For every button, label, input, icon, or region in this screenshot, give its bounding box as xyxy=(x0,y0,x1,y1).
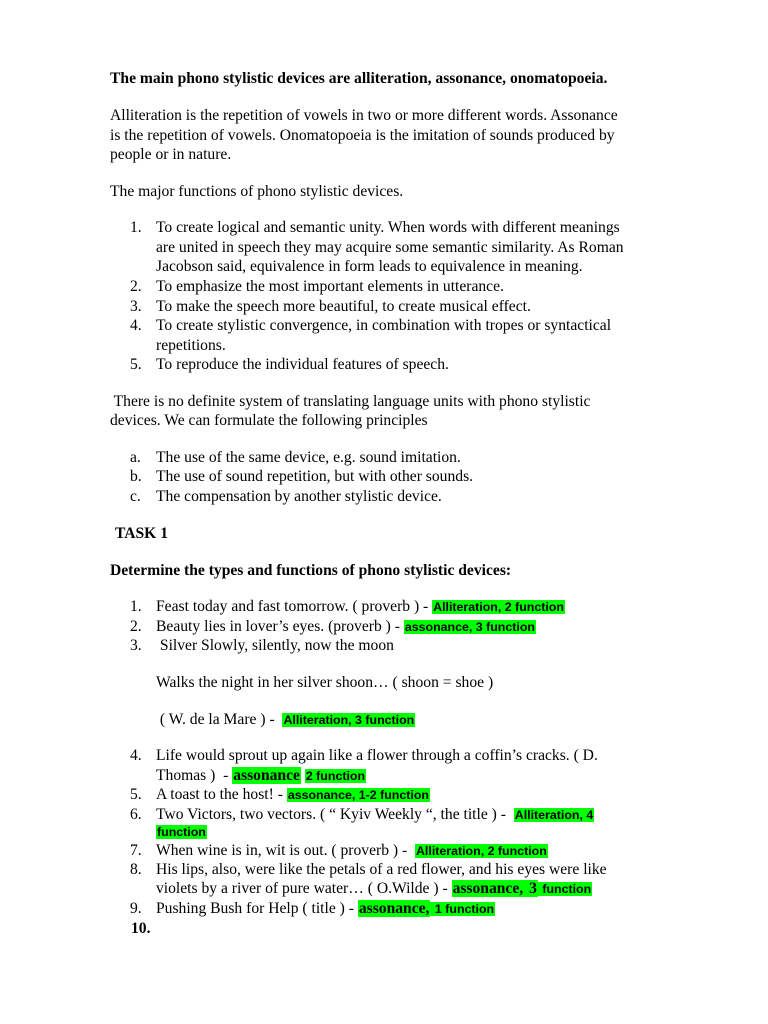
function-num-3: 3. xyxy=(130,298,142,315)
task-8-answer-num: 3 xyxy=(525,880,537,897)
task-9-answer-type: assonance, xyxy=(358,900,430,917)
task-7 xyxy=(156,841,548,861)
task-8-answer-function: function xyxy=(538,882,592,896)
task-5-num: 5. xyxy=(130,786,142,803)
page-heading: The main phono stylistic devices are alliteration, assonance, onomatopoeia. xyxy=(110,70,608,87)
principle-c-text: The compensation by another stylistic device. xyxy=(156,488,442,505)
task-4-answer-type: assonance xyxy=(233,767,300,784)
task-9-num: 9. xyxy=(130,900,142,917)
task-1-answer: Alliteration, 2 function xyxy=(433,600,564,614)
principle-c-label: c. xyxy=(130,488,141,505)
task-2 xyxy=(156,617,536,637)
task-9-answer-function: 1 function xyxy=(431,902,495,916)
task-3-line-3 xyxy=(156,710,415,730)
function-4-line-1: To create stylistic convergence, in combination with tropes or syntactical xyxy=(156,317,612,334)
principles-intro-2: devices. We can formulate the following principles xyxy=(110,412,428,429)
task-7-text: When wine is in, wit is out. ( proverb ) - xyxy=(156,842,415,859)
principle-a-text: The use of the same device, e.g. sound imitation. xyxy=(156,449,461,466)
task-title: TASK 1 xyxy=(115,525,169,542)
function-1-line-3: Jacobson said, equivalence in form leads to equivalence in meaning. xyxy=(156,258,583,275)
function-1-line-2: are united in speech they may acquire some semantic similarity. As Roman xyxy=(156,239,624,256)
task-7-num: 7. xyxy=(130,842,142,859)
task-3-line-2: Walks the night in her silver shoon… ( shoon = shoe ) xyxy=(156,674,494,691)
intro-line-3: people or in nature. xyxy=(110,146,232,163)
task-2-answer: assonance, 3 function xyxy=(404,620,535,634)
task-1 xyxy=(156,597,565,617)
task-heading: Determine the types and functions of phono stylistic devices: xyxy=(110,562,512,579)
task-5-answer: assonance, 1-2 function xyxy=(287,788,429,802)
task-4-num: 4. xyxy=(130,747,142,764)
task-8-line-2 xyxy=(156,879,592,899)
task-6-line-1 xyxy=(156,805,594,825)
function-5-text: To reproduce the individual features of speech. xyxy=(156,356,449,373)
task-8-source: violets by a river of pure water… ( O.Wilde ) - xyxy=(156,880,452,897)
task-8-num: 8. xyxy=(130,861,142,878)
function-1-line-1: To create logical and semantic unity. When words with different meanings xyxy=(156,219,620,236)
principle-a-label: a. xyxy=(130,449,141,466)
intro-line-2: is the repetition of vowels. Onomatopoeia is the imitation of sounds produced by xyxy=(110,127,615,144)
function-num-1: 1. xyxy=(130,219,142,236)
task-2-num: 2. xyxy=(130,618,142,635)
task-6-line-2 xyxy=(156,822,207,842)
task-6-answer-a: Alliteration, 4 xyxy=(514,808,594,822)
task-3-source: ( W. de la Mare ) - xyxy=(156,711,283,728)
task-4-line-1: Life would sprout up again like a flower through a coffin’s cracks. ( D. xyxy=(156,747,598,764)
task-3-line-1: Silver Slowly, silently, now the moon xyxy=(156,637,394,654)
function-2-text: To emphasize the most important elements in utterance. xyxy=(156,278,504,295)
task-6-answer-b: function xyxy=(157,825,206,839)
task-5 xyxy=(156,785,430,805)
task-5-text: A toast to the host! - xyxy=(156,786,287,803)
functions-heading: The major functions of phono stylistic devices. xyxy=(110,183,404,200)
function-num-4: 4. xyxy=(130,317,142,334)
principle-b-label: b. xyxy=(130,468,142,485)
task-6-text: Two Victors, two vectors. ( “ Kyiv Weekly “, the title ) - xyxy=(156,806,514,823)
function-4-line-2: repetitions. xyxy=(156,337,226,354)
task-7-answer: Alliteration, 2 function xyxy=(415,844,547,858)
task-3-answer: Alliteration, 3 function xyxy=(283,713,415,727)
task-8-line-1: His lips, also, were like the petals of a red flower, and his eyes were like xyxy=(156,861,607,878)
task-9-text: Pushing Bush for Help ( title ) - xyxy=(156,900,358,917)
task-2-text: Beauty lies in lover’s eyes. (proverb ) - xyxy=(156,618,404,635)
task-4-source: Thomas ) - xyxy=(156,767,233,784)
task-6-num: 6. xyxy=(130,806,142,823)
task-10-num: 10. xyxy=(131,920,151,937)
principles-intro-1: There is no definite system of translating language units with phono stylistic xyxy=(110,393,591,410)
principle-b-text: The use of sound repetition, but with other sounds. xyxy=(156,468,474,485)
task-1-num: 1. xyxy=(130,598,142,615)
task-8-answer-type: assonance, xyxy=(452,880,524,897)
function-3-text: To make the speech more beautiful, to create musical effect. xyxy=(156,298,531,315)
task-9 xyxy=(156,899,495,919)
intro-line-1: Alliteration is the repetition of vowels in two or more different words. Assonance xyxy=(110,107,618,124)
function-num-2: 2. xyxy=(130,278,142,295)
task-4-answer-function: 2 function xyxy=(305,769,366,783)
task-4-line-2 xyxy=(156,766,366,786)
task-1-text: Feast today and fast tomorrow. ( proverb ) - xyxy=(156,598,433,615)
function-num-5: 5. xyxy=(130,356,142,373)
task-3-num: 3. xyxy=(130,637,142,654)
